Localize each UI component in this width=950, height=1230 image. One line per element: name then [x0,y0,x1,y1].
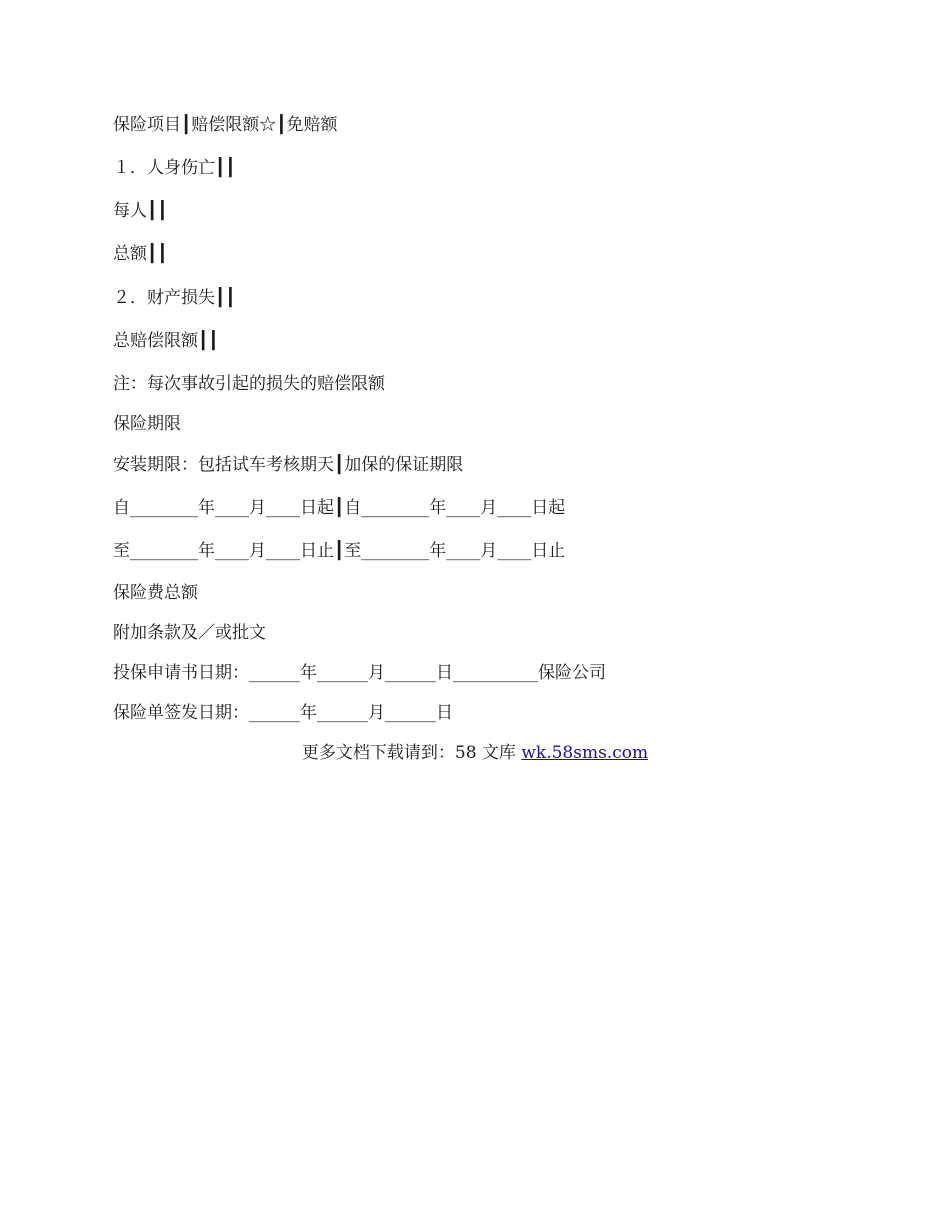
footer-download-note [0,742,950,764]
note-line: 注：每次事故引起的损失的赔偿限额 [113,374,385,394]
additional-clauses-line: 附加条款及／或批文 [113,623,266,643]
table-header-line: 保险项目┃赔偿限额☆┃免赔额 [113,115,338,135]
footer-link[interactable]: wk.58sms.com [521,743,649,763]
total-amount-line: 总额┃┃ [113,244,168,264]
property-loss-line: ２．财产损失┃┃ [113,288,236,308]
insurance-period-heading: 保险期限 [113,414,181,434]
start-date-line: 自________年____月____日起┃自________年____月____日起 [113,498,566,518]
premium-total-line: 保险费总额 [113,583,198,603]
policy-issue-date-line: 保险单签发日期：______年______月______日 [113,703,453,723]
per-person-line: 每人┃┃ [113,201,168,221]
total-compensation-line: 总赔偿限额┃┃ [113,331,219,351]
application-date-line: 投保申请书日期：______年______月______日__________保险公司 [113,663,606,683]
end-date-line: 至________年____月____日止┃至________年____月____日止 [113,541,566,561]
footer-prefix: 更多文档下载请到：58 文库 [301,743,522,763]
personal-injury-line: １．人身伤亡┃┃ [113,158,236,178]
installation-period-line: 安装期限：包括试车考核期天┃加保的保证期限 [113,455,464,475]
